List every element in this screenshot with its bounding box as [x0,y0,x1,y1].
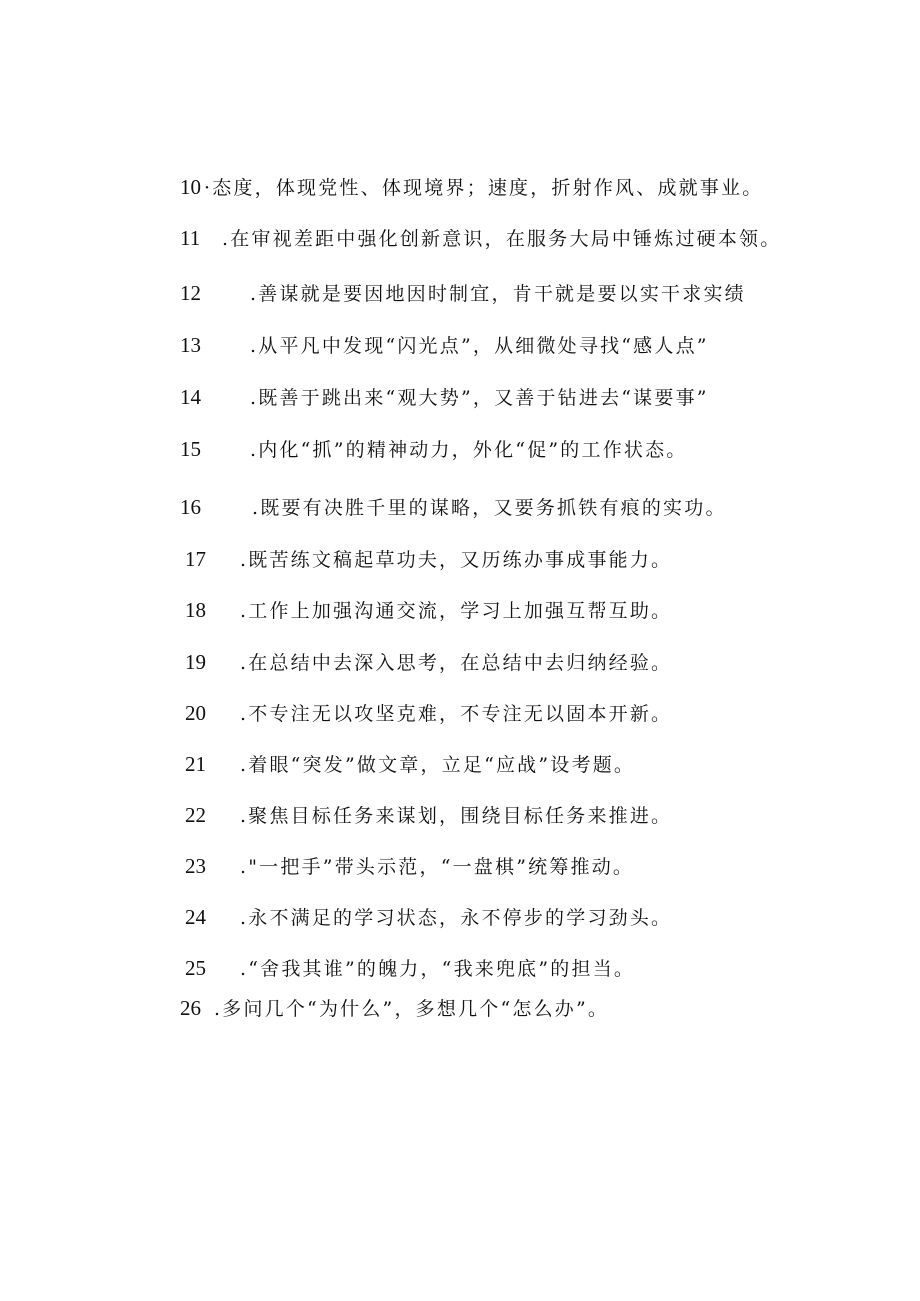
item-number: 13 [180,333,201,357]
list-item [180,226,781,251]
item-text: .不专注无以攻坚克难，不专注无以固本开新。 [240,703,673,725]
item-text: .永不满足的学习状态，永不停步的学习劲头。 [240,907,673,929]
list-item [180,333,709,358]
item-text: .善谋就是要因地因时制宜，肯干就是要以实干求实绩 [250,283,746,305]
list-item [185,803,672,828]
item-text: .在审视差距中强化创新意识，在服务大局中锤炼过硬本领。 [222,228,782,250]
item-number: 22 [185,803,206,827]
item-text: ·态度，体现党性、体现境界；速度，折射作风、成就事业。 [204,177,764,199]
list-item [185,905,672,930]
list-item [180,175,763,200]
list-item [180,437,688,462]
item-text: .既要有决胜千里的谋略，又要务抓铁有痕的实功。 [252,497,727,519]
item-text: .“舍我其谁”的魄力，“我来兜底”的担当。 [240,958,636,980]
item-text: ."一把手”带头示范，“一盘棋”统筹推动。 [240,856,635,878]
item-number: 10 [180,175,201,199]
item-text: .多问几个“为什么”，多想几个“怎么办”。 [214,998,610,1020]
list-item [185,752,635,777]
item-number: 16 [180,495,201,519]
item-text: .聚焦目标任务来谋划，围绕目标任务来推进。 [240,805,673,827]
list-item [180,281,746,306]
item-number: 17 [185,547,206,571]
item-number: 19 [185,650,206,674]
item-text: .着眼“突发”做文章，立足“应战”设考题。 [240,754,636,776]
item-text: .工作上加强沟通交流，学习上加强互帮互助。 [240,600,673,622]
item-text: .从平凡中发现“闪光点”，从细微处寻找“感人点” [250,335,709,357]
item-number: 15 [180,437,201,461]
list-item [185,547,672,572]
item-number: 26 [180,996,201,1020]
item-text: .内化“抓”的精神动力，外化“促”的工作状态。 [250,439,688,461]
list-item [185,650,672,675]
item-text: .既善于跳出来“观大势”，又善于钻进去“谋要事” [250,387,709,409]
list-item [185,598,672,623]
list-item [180,495,727,520]
item-number: 24 [185,905,206,929]
list-item [185,956,635,981]
item-text: .既苦练文稿起草功夫，又历练办事成事能力。 [240,549,673,571]
item-text: .在总结中去深入思考，在总结中去归纳经验。 [240,652,673,674]
list-item [180,385,709,410]
list-item [180,996,609,1021]
item-number: 18 [185,598,206,622]
item-number: 25 [185,956,206,980]
item-number: 20 [185,701,206,725]
list-item [185,854,634,879]
item-number: 11 [180,226,201,250]
list-item [185,701,672,726]
item-number: 12 [180,281,201,305]
item-number: 21 [185,752,206,776]
item-number: 23 [185,854,206,878]
item-number: 14 [180,385,201,409]
